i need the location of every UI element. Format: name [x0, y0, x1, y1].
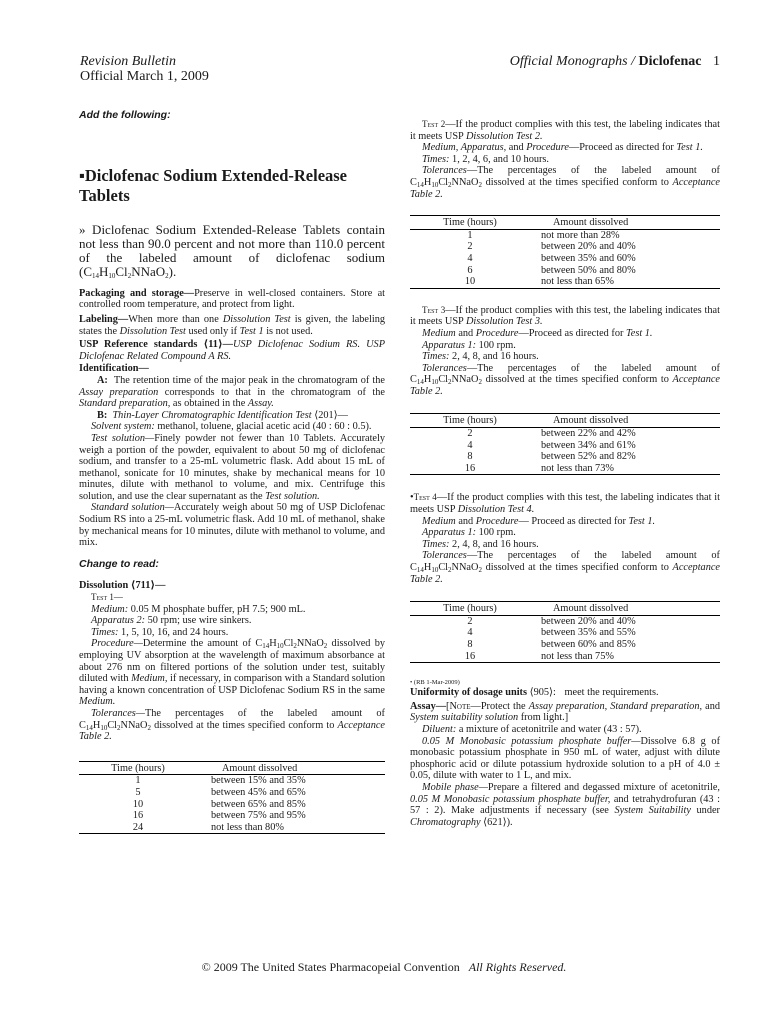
- test4-times: Times: 2, 4, 8, and 16 hours.: [422, 538, 539, 550]
- test3-tolerances: Tolerances—The percentages of the labeled amount of $C_{14}H_{10}Cl_2NNaO_2$ dissolved at the times specified conform to Acceptance Table 2.: [410, 362, 720, 397]
- change-to-read-label: Change to read:: [79, 557, 159, 570]
- table-header-amount: Amount dissolved: [530, 602, 720, 616]
- usp-reference-paragraph: USP Reference standards ⟨11⟩—USP Diclofenac Sodium RS. USP Diclofenac Related Compound A RS.: [79, 339, 385, 362]
- table-header-time: Time (hours): [410, 602, 530, 616]
- monograph-name: Diclofenac: [638, 54, 702, 69]
- acceptance-table-2: [410, 215, 720, 289]
- rights-text: All Rights Reserved.: [468, 960, 567, 974]
- acceptance-table-4: [410, 601, 720, 663]
- table-row: 16 not less than 75%: [410, 651, 720, 663]
- monograph-title: [79, 166, 379, 206]
- test2-paragraph: Test 2—If the product complies with this test, the labeling indicates that it meets USP Dissolution Test 2.: [410, 119, 720, 142]
- apparatus-line: Apparatus 2: 50 rpm; use wire sinkers.: [91, 615, 252, 627]
- test2-times: Times: 1, 2, 4, 6, and 10 hours.: [422, 153, 549, 165]
- table-header-time: Time (hours): [410, 216, 530, 230]
- table-row: 10 between 65% and 85%: [132, 798, 306, 810]
- test2-tolerances: Tolerances—The percentages of the labeled amount of $C_{14}H_{10}Cl_2NNaO_2$ dissolved at the times specified conform to Acceptance Table 2.: [410, 165, 720, 200]
- test1-label: Test 1—: [91, 592, 123, 603]
- table-row: 8 between 52% and 82%: [467, 451, 636, 463]
- page-number: 1: [713, 54, 720, 69]
- times-line: Times: 1, 5, 10, 16, and 24 hours.: [91, 626, 229, 638]
- test4-apparatus: Apparatus 1: 100 rpm.: [422, 527, 516, 539]
- packaging-paragraph: Packaging and storage—Preserve in well-closed containers. Store at controlled room temperature, and protect from light.: [79, 287, 385, 311]
- copyright-text: © 2009 The United States Pharmacopeial Convention: [201, 960, 460, 974]
- procedure-paragraph: Procedure—Determine the amount of $C_{14}H_{10}Cl_2NNaO_2$ dissolved by employing UV absorption at the wavelength of maximum absorbance at about 276 nm on filtered portions of the solution under test, suitably diluted with Medium, if necessary, in comparison with a Standard solution having a known concentration of USP Diclofenac Sodium RS in the same Medium.: [79, 638, 385, 708]
- table-row: 4 between 35% and 60%: [467, 252, 636, 264]
- right-column: [410, 119, 720, 828]
- table-row: 16 between 75% and 95%: [132, 810, 306, 822]
- solvent-system: Solvent system: methanol, toluene, glacial acetic acid (40 : 60 : 0.5).: [91, 421, 372, 433]
- table-row: 4 between 34% and 61%: [467, 439, 636, 451]
- table-row: 1 between 15% and 35%: [135, 775, 306, 787]
- table-header-amount: Amount dissolved: [530, 216, 720, 230]
- identification-a: A: The retention time of the major peak in the chromatogram of the Assay preparation corresponds to that in the chromatogram of the Standard preparation, as obtained in the Assay.: [79, 374, 385, 410]
- test4-method: Medium and Procedure— Proceed as directed for Test 1.: [422, 515, 656, 527]
- identification-b: B: Thin-Layer Chromatographic Identification Test ⟨201⟩—: [97, 409, 348, 421]
- title-text: Diclofenac Sodium Extended-Release Tablets: [79, 165, 348, 205]
- official-date: Official March 1, 2009: [80, 69, 209, 84]
- table-row: 1 not more than 28%: [467, 229, 620, 241]
- left-column: [79, 110, 385, 834]
- table-header-amount: Amount dissolved: [530, 414, 720, 428]
- table-row: 4 between 35% and 55%: [467, 627, 636, 639]
- table-row: 16 not less than 73%: [410, 463, 720, 475]
- identification-heading: Identification—: [79, 363, 149, 375]
- title-mark: ▪: [79, 165, 85, 185]
- separator: /: [631, 54, 636, 69]
- tolerances-paragraph: Tolerances—The percentages of the labeled amount of $C_{14}H_{10}Cl_2NNaO_2$ dissolved at the times specified conform to Acceptance Table 2.: [79, 707, 385, 743]
- section-name: Official Monographs: [509, 54, 628, 69]
- revision-note: • (RB 1-Mar-2009): [410, 679, 460, 687]
- medium-line: Medium: 0.05 M phosphate buffer, pH 7.5; 900 mL.: [91, 603, 306, 615]
- assay-paragraph: Assay—[Note—Protect the Assay preparation, Standard preparation, and System suitability solution from light.]: [410, 700, 720, 724]
- acceptance-table-1: [79, 761, 385, 835]
- intro-paragraph: » Diclofenac Sodium Extended-Release Tablets contain not less than 90.0 percent and not more than 110.0 percent of the labeled amount of diclofenac sodium $(C_{14}H_{10}Cl_2NNaO_2)$.: [79, 221, 385, 281]
- table-row: 2 between 22% and 42%: [467, 428, 636, 440]
- page-footer: [0, 960, 768, 975]
- table-row: 2 between 20% and 40%: [467, 615, 636, 627]
- uniformity-paragraph: Uniformity of dosage units ⟨905⟩: meet the requirements.: [410, 687, 659, 699]
- table-row: 24 not less than 80%: [79, 822, 385, 834]
- page-header: [80, 54, 720, 84]
- table-row: 6 between 50% and 80%: [467, 264, 636, 276]
- test3-apparatus: Apparatus 1: 100 rpm.: [422, 339, 516, 351]
- test3-times: Times: 2, 4, 8, and 16 hours.: [422, 351, 539, 363]
- diluent-line: Diluent: a mixture of acetonitrile and water (43 : 57).: [422, 723, 642, 735]
- table-row: 5 between 45% and 65%: [135, 786, 306, 798]
- mobile-phase-paragraph: Mobile phase—Prepare a filtered and degassed mixture of acetonitrile, 0.05 M Monobasic potassium phosphate buffer, and tetrahydrofuran (43 : 57 : 2). Make adjustments if necessary (see System Suitability under Chromatography ⟨621⟩).: [410, 781, 721, 828]
- table-row: 2 between 20% and 40%: [467, 241, 636, 253]
- running-head: [510, 54, 720, 70]
- test3-paragraph: Test 3—If the product complies with this test, the labeling indicates that it meets USP Dissolution Test 3.: [410, 304, 720, 328]
- buffer-paragraph: 0.05 M Monobasic potassium phosphate buffer—Dissolve 6.8 g of monobasic potassium phosphate in 950 mL of water, adjust with dilute phosphoric acid or dilute potassium hydroxide solution to a pH of 4.0 ± 0.05, dilute with water to 1 L, and mix.: [410, 735, 721, 782]
- test4-paragraph: •Test 4—If the product complies with this test, the labeling indicates that it meets USP Dissolution Test 4.: [410, 492, 720, 516]
- table-header-time: Time (hours): [79, 761, 197, 775]
- test2-method: Medium, Apparatus, and Procedure—Proceed as directed for Test 1.: [422, 142, 703, 154]
- dissolution-heading: Dissolution ⟨711⟩—: [79, 580, 166, 592]
- test-solution: Test solution—Finely powder not fewer than 10 Tablets. Accurately weigh a portion of the powder, equivalent to about 50 mg of diclofenac sodium, and transfer to a 25-mL volumetric flask. Add about 15 mL of methanol, sonicate for 10 minutes, shake by mechanical means for 10 minutes, dilute with methanol to volume, and mix. Centrifuge this solution, and use the clear supernatant as the Test solution.: [79, 432, 386, 502]
- acceptance-table-3: [410, 413, 720, 475]
- test3-method: Medium and Procedure—Proceed as directed for Test 1.: [422, 327, 653, 339]
- add-following-label: Add the following:: [79, 109, 171, 121]
- table-header-time: Time (hours): [410, 414, 530, 428]
- test4-tolerances: Tolerances—The percentages of the labeled amount of $C_{14}H_{10}Cl_2NNaO_2$ dissolved at the times specified conform to Acceptance Table 2.: [410, 550, 720, 585]
- table-row: 10 not less than 65%: [410, 276, 720, 288]
- table-header-amount: Amount dissolved: [197, 761, 385, 775]
- bulletin-title: Revision Bulletin: [80, 54, 177, 69]
- table-row: 8 between 60% and 85%: [467, 638, 636, 650]
- standard-solution: Standard solution—Accurately weigh about 50 mg of USP Diclofenac Sodium RS into a 25-mL volumetric flask. Add 10 mL of methanol, shake by mechanical means for 10 minutes, dilute with methanol to volume, and mix.: [79, 502, 385, 549]
- labeling-paragraph: Labeling—When more than one Dissolution Test is given, the labeling states the Dissolution Test used only if Test 1 is not used.: [79, 313, 385, 337]
